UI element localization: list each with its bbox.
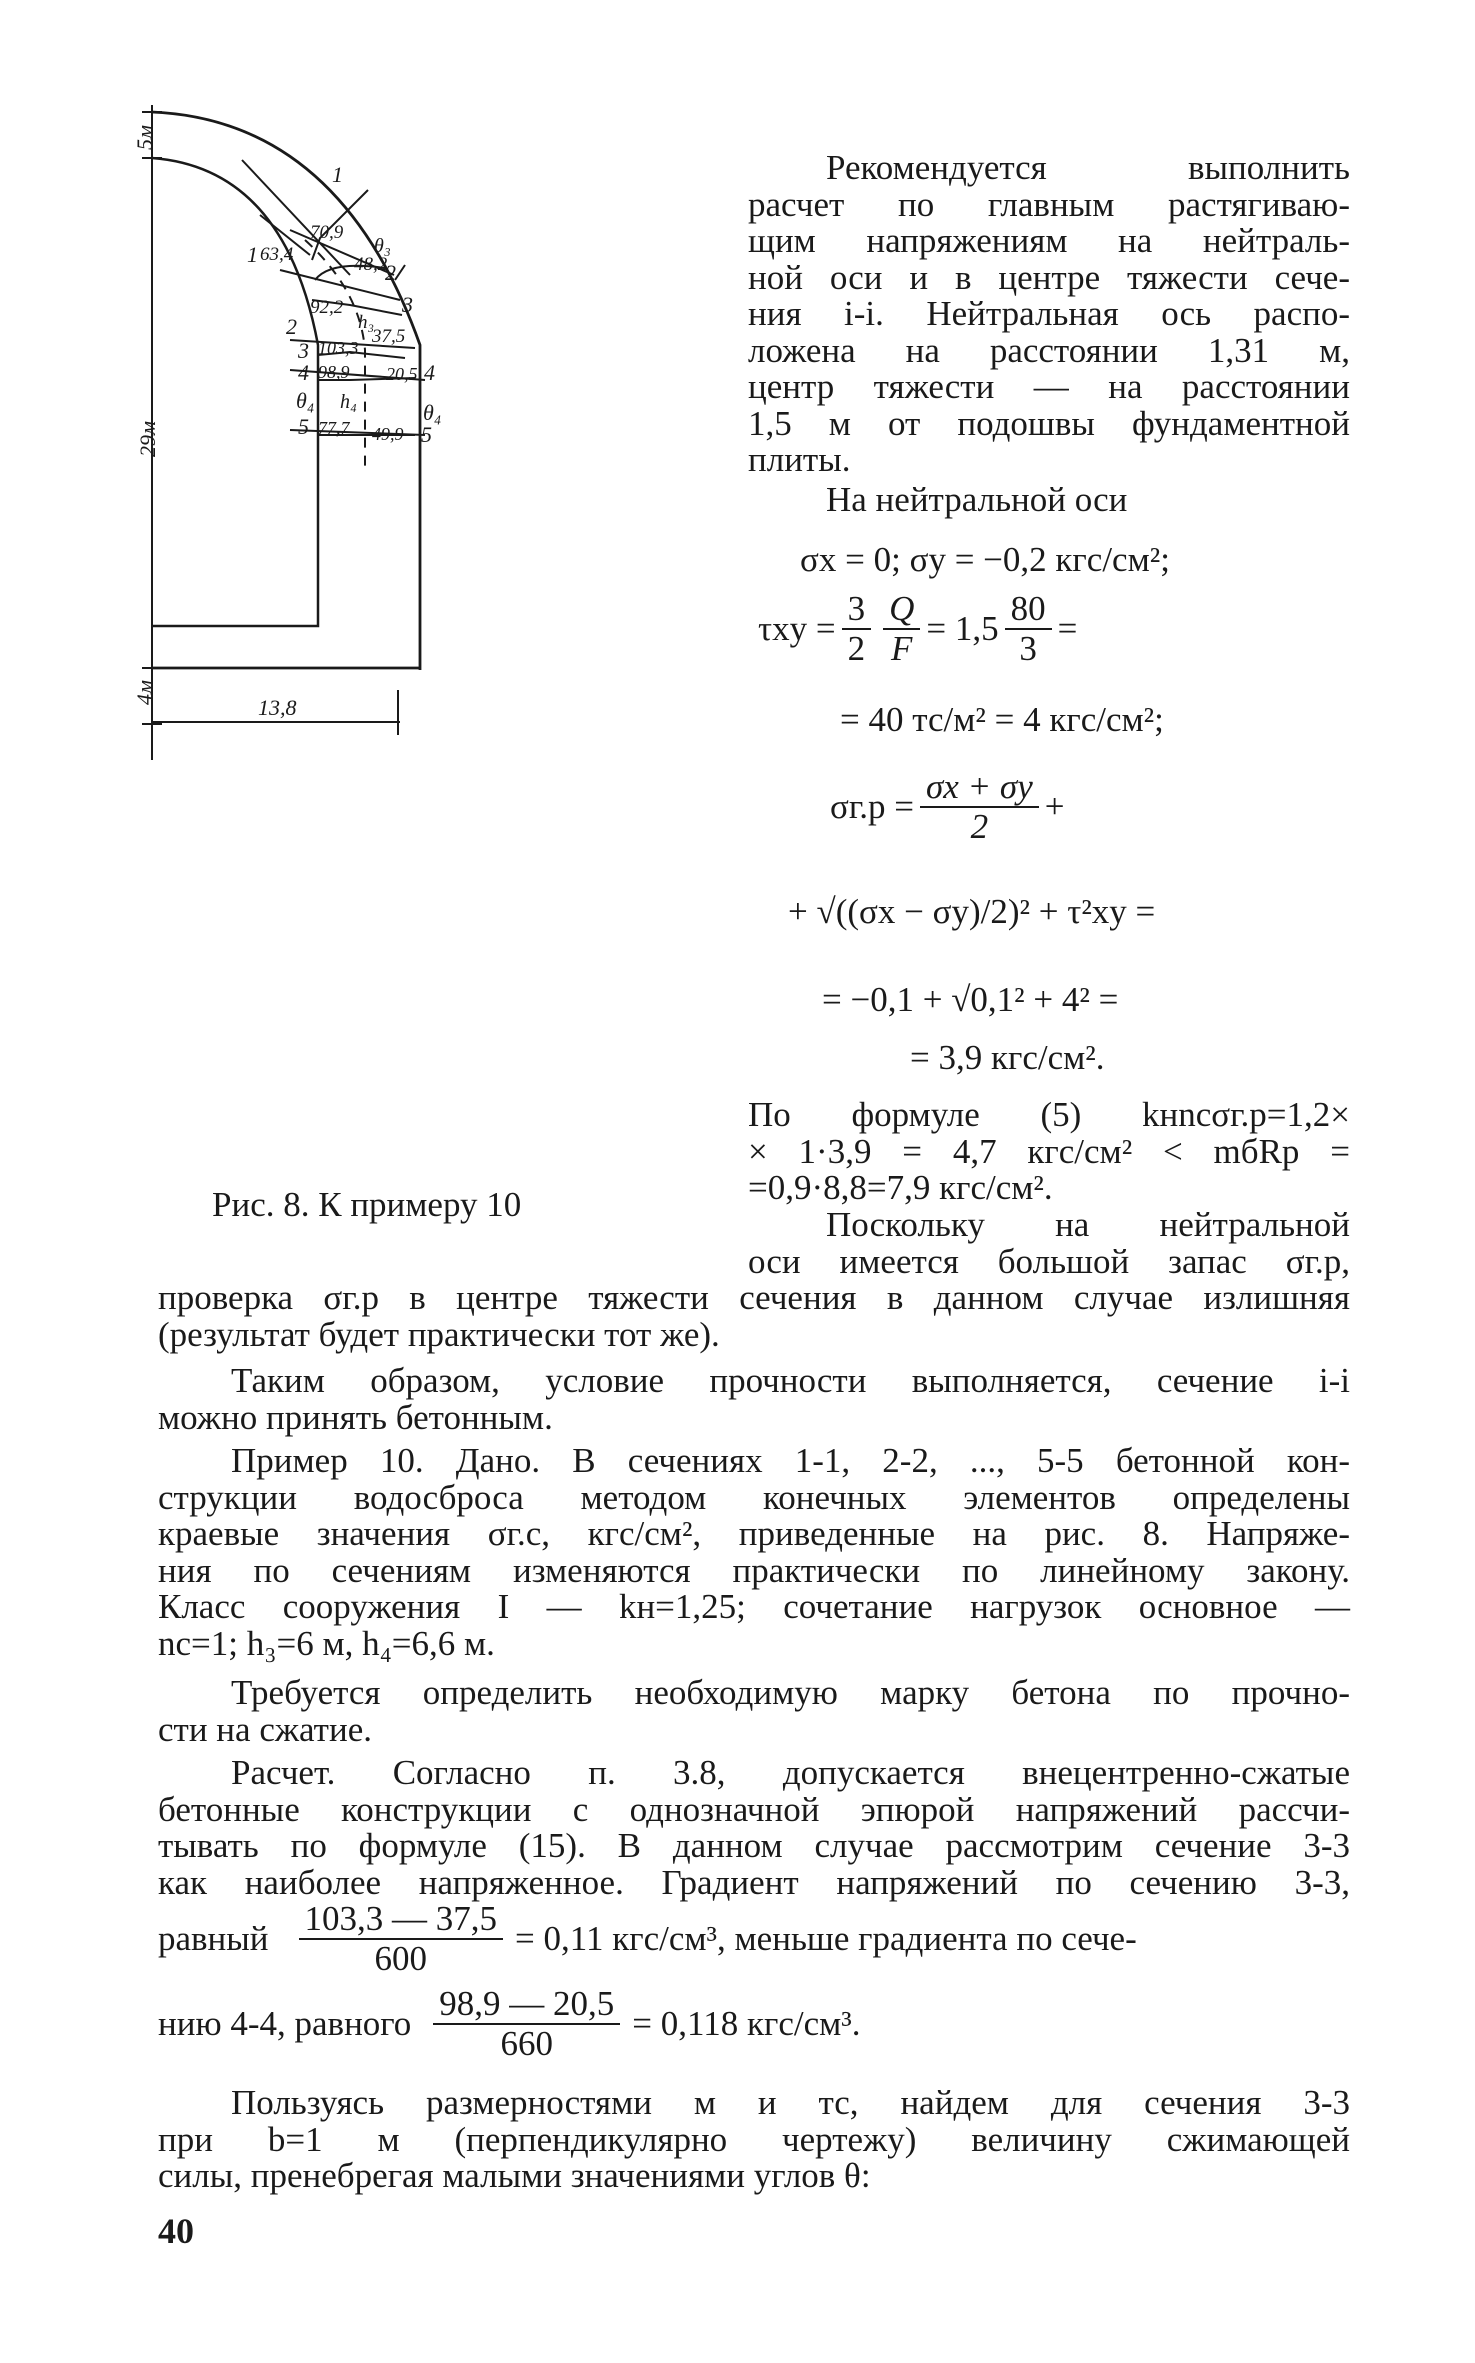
text-line: как наиболее напряженное. Градиент напряжений по сечению 3-3, bbox=[158, 1862, 1350, 1902]
denominator: 660 bbox=[500, 2024, 554, 2063]
fraction bbox=[883, 590, 920, 668]
text-line: Расчет. Согласно п. 3.8, допускается внецентренно-сжатые bbox=[231, 1753, 1350, 1792]
text-line: Пользуясь размерностями м и тс, найдем для сечения 3-3 bbox=[231, 2083, 1350, 2122]
text-line: ной оси и в центре тяжести сече- bbox=[748, 257, 1350, 297]
text-line: расчет по главным растягиваю- bbox=[748, 184, 1350, 224]
text-line: =0,9·8,8=7,9 кгс/см². bbox=[748, 1168, 1053, 1207]
value-49-9: 49,9 bbox=[372, 424, 404, 444]
theta4-right: θ₄ bbox=[423, 400, 442, 425]
text-line: оси имеется большой запас σг.р, bbox=[748, 1241, 1350, 1281]
value-98-9: 98,9 bbox=[318, 362, 350, 382]
gradient-pre: равный bbox=[158, 1919, 269, 1958]
gradient-4-4-line bbox=[158, 1985, 861, 2063]
text-line: при b=1 м (перпендикулярно чертежу) величину сжимающей bbox=[158, 2119, 1350, 2159]
numerator: Q bbox=[883, 590, 920, 630]
equation-tau-result: = 40 тс/м² = 4 кгс/см²; bbox=[840, 700, 1164, 739]
numerator: σx + σy bbox=[920, 768, 1039, 808]
gradient-pre: нию 4-4, равного bbox=[158, 2004, 412, 2043]
fraction bbox=[842, 590, 872, 668]
eq-tau-end: = bbox=[1057, 609, 1078, 648]
eq-tau-lhs: τxy = bbox=[758, 609, 836, 648]
dim-top-label: 5м bbox=[132, 124, 157, 150]
gradient-post: = 0,118 кгс/см³. bbox=[632, 2004, 861, 2043]
text-line: Пример 10. Дано. В сечениях 1-1, 2-2, ..., 5-5 бетонной кон- bbox=[231, 1441, 1350, 1480]
text-line: Таким образом, условие прочности выполняется, сечение i-i bbox=[231, 1361, 1350, 1400]
section-2-left: 2 bbox=[286, 314, 297, 339]
text-line: тывать по формуле (15). В данном случае рассмотрим сечение 3-3 bbox=[158, 1826, 1350, 1865]
section-5-left: 5 bbox=[298, 414, 309, 439]
text-line: струкции водосброса методом конечных элементов определены bbox=[158, 1477, 1350, 1517]
section-4-right: 4 bbox=[424, 360, 435, 385]
body-paragraph-8 bbox=[158, 2085, 1350, 2195]
text-line: центр тяжести — на расстоянии bbox=[748, 367, 1350, 406]
page-number: 40 bbox=[158, 2211, 194, 2251]
figure-caption: Рис. 8. К примеру 10 bbox=[212, 1185, 522, 1224]
value-37-5: 37,5 bbox=[372, 326, 406, 347]
value-63-4: 63,4 bbox=[260, 244, 294, 265]
gradient-3-3-line bbox=[158, 1900, 1137, 1978]
text-line: щим напряжениям на нейтраль- bbox=[748, 221, 1350, 260]
numerator: 103,3 — 37,5 bbox=[299, 1900, 504, 1940]
eq-sgr-lhs: σг.р = bbox=[830, 787, 915, 826]
neutral-axis-heading: На нейтральной оси bbox=[826, 480, 1128, 519]
text-line: По формуле (5) kнnсσг.р=1,2× bbox=[748, 1095, 1350, 1134]
text-line: × 1·3,9 = 4,7 кгс/см² < mбRр = bbox=[748, 1131, 1350, 1171]
text-line: Требуется определить необходимую марку бетона по прочно- bbox=[231, 1673, 1350, 1712]
equation-numeric: = −0,1 + √0,1² + 4² = bbox=[822, 980, 1119, 1019]
body-paragraph-4 bbox=[158, 1363, 1350, 1436]
denominator: 3 bbox=[1019, 629, 1037, 668]
section-4-left: 4 bbox=[298, 360, 309, 385]
gradient-post: = 0,11 кгс/см³, меньше градиента по сече- bbox=[515, 1919, 1137, 1958]
text-line: 1,5 м от подошвы фундаментной bbox=[748, 403, 1350, 443]
text-line: плиты. bbox=[748, 440, 851, 479]
equation-result: = 3,9 кгс/см². bbox=[910, 1038, 1105, 1077]
numerator: 80 bbox=[1005, 590, 1052, 630]
text-line: ния i-i. Нейтральная ось распо- bbox=[748, 294, 1350, 333]
value-92-2: 92,2 bbox=[310, 297, 344, 318]
equation-sqrt-term: + √((σx − σy)/2)² + τ²xy = bbox=[788, 892, 1156, 931]
text-line: сти на сжатие. bbox=[158, 1709, 372, 1749]
equation-tau bbox=[758, 590, 1077, 668]
h4-label: h₄ bbox=[340, 391, 357, 413]
numerator: 3 bbox=[842, 590, 872, 630]
text-line: Поскольку на нейтральной bbox=[826, 1205, 1350, 1244]
section-3-right: 3 bbox=[402, 292, 413, 317]
value-20-5: 20,5 bbox=[386, 364, 418, 384]
section-1-left: 1 bbox=[247, 242, 258, 267]
body-paragraph-3-continued bbox=[158, 1280, 1350, 1353]
text-line: ложена на расстоянии 1,31 м, bbox=[748, 330, 1350, 370]
denominator: F bbox=[891, 629, 913, 668]
fraction bbox=[1005, 590, 1052, 668]
section-1-top: 1 bbox=[332, 162, 343, 187]
equation-sigma: σx = 0; σy = −0,2 кгс/см²; bbox=[800, 540, 1170, 579]
value-48-2: 48,2 bbox=[354, 254, 388, 275]
denominator: 2 bbox=[847, 629, 866, 668]
text-line: nс=1; h₃=6 м, h₄=6,6 м. bbox=[158, 1623, 495, 1663]
h3-label: h₃ bbox=[358, 312, 375, 333]
example-10-paragraph bbox=[158, 1443, 1350, 1662]
calculation-paragraph bbox=[158, 1755, 1350, 1901]
value-77-7: 77,7 bbox=[318, 418, 350, 438]
theta3-label: θ₃ bbox=[374, 235, 391, 257]
fraction bbox=[299, 1900, 504, 1978]
fraction bbox=[920, 768, 1039, 846]
eq-sgr-end: + bbox=[1044, 787, 1065, 826]
text-line: Рекомендуется выполнить bbox=[826, 148, 1350, 187]
dim-width-label: 13,8 bbox=[258, 695, 297, 720]
denominator: 600 bbox=[374, 1939, 428, 1978]
dim-mid-label: 29м bbox=[135, 420, 160, 457]
dim-bot-label: 4м bbox=[132, 679, 157, 705]
body-paragraph-6 bbox=[158, 1675, 1350, 1748]
eq-tau-mid: = 1,5 bbox=[926, 609, 999, 648]
text-line: (результат будет практически тот же). bbox=[158, 1314, 720, 1354]
value-70-9: 70,9 bbox=[310, 222, 344, 243]
text-line: проверка σг.р в центре тяжести сечения в данном случае излишняя bbox=[158, 1278, 1350, 1317]
text-line: силы, пренебрегая малыми значениями углов θ: bbox=[158, 2156, 871, 2195]
equation-sigma-gr bbox=[830, 768, 1064, 846]
text-line: бетонные конструкции с однозначной эпюрой напряжений рассчи- bbox=[158, 1789, 1350, 1829]
text-line: краевые значения σг.с, кгс/см², приведенные на рис. 8. Напряже- bbox=[158, 1514, 1350, 1553]
denominator: 2 bbox=[970, 807, 989, 846]
section-5-right: 5 bbox=[421, 422, 432, 447]
section-2-right: 2 bbox=[385, 260, 396, 285]
figure-8-drawing bbox=[132, 90, 760, 770]
numerator: 98,9 — 20,5 bbox=[433, 1985, 620, 2025]
text-line: ния по сечениям изменяются практически по линейному закону. bbox=[158, 1550, 1350, 1590]
theta4-left: θ₄ bbox=[296, 388, 315, 413]
fraction bbox=[433, 1985, 620, 2063]
right-column-paragraph-3 bbox=[748, 1207, 1350, 1280]
text-line: Класс сооружения I — kн=1,25; сочетание нагрузок основное — bbox=[158, 1587, 1350, 1626]
right-column-paragraph-1 bbox=[748, 150, 1350, 479]
right-column-paragraph-2 bbox=[748, 1097, 1350, 1207]
section-3-left: 3 bbox=[298, 338, 309, 363]
text-line: можно принять бетонным. bbox=[158, 1397, 553, 1437]
value-103-3: 103,3 bbox=[318, 338, 359, 358]
